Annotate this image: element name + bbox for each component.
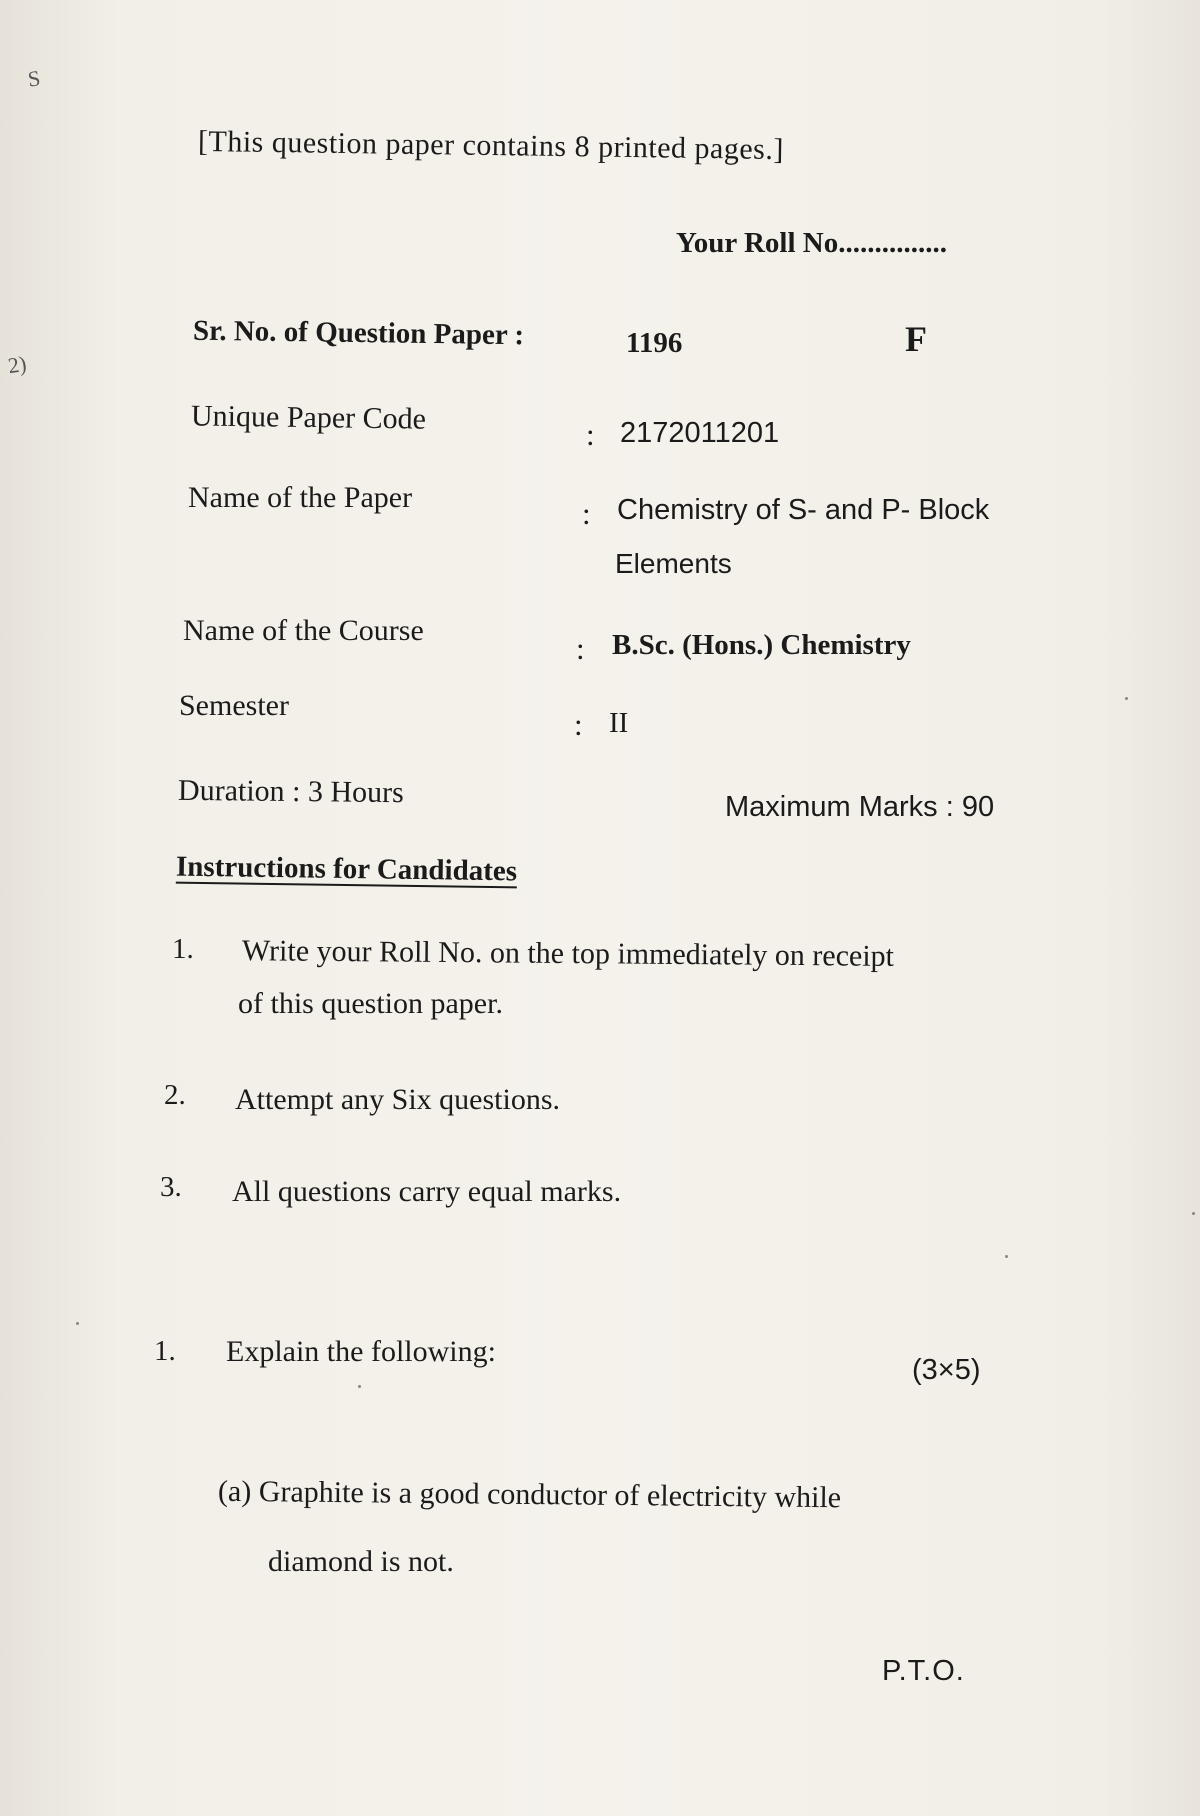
paper-name-value: Chemistry of S- and P- Block	[617, 494, 990, 526]
colon: :	[582, 496, 591, 531]
question-part-a-continued: diamond is not.	[268, 1545, 454, 1578]
course-label: Name of the Course	[183, 614, 424, 647]
question-part-a: (a) Graphite is a good conductor of electricity while	[217, 1474, 842, 1515]
sr-no-label: Sr. No. of Question Paper :	[192, 314, 525, 352]
margin-mark: S	[26, 65, 42, 92]
colon: :	[574, 707, 583, 742]
instruction-number: 1.	[172, 933, 194, 965]
colon: :	[576, 631, 585, 666]
semester-label: Semester	[179, 689, 289, 722]
instruction-item-continued: of this question paper.	[238, 987, 503, 1020]
semester-value: II	[609, 707, 629, 739]
question-text: Explain the following:	[226, 1335, 496, 1368]
colon: :	[586, 417, 595, 452]
instruction-item: All questions carry equal marks.	[232, 1175, 622, 1208]
upc-label: Unique Paper Code	[190, 399, 427, 436]
question-marks: (3×5)	[912, 1354, 981, 1386]
question-number: 1.	[154, 1335, 176, 1367]
instruction-number: 3.	[160, 1171, 182, 1203]
margin-mark: 2)	[6, 350, 28, 379]
maximum-marks: Maximum Marks : 90	[725, 791, 995, 823]
instructions-heading: Instructions for Candidates	[175, 850, 518, 888]
scan-speck	[1005, 1255, 1008, 1258]
scan-speck	[76, 1322, 79, 1325]
scan-speck	[1125, 697, 1128, 700]
page-count-note: [This question paper contains 8 printed pages.]	[197, 124, 785, 167]
scan-speck	[1192, 1212, 1195, 1215]
set-code: F	[905, 319, 927, 359]
roll-number-field: Your Roll No...............	[676, 227, 947, 259]
instruction-item: Write your Roll No. on the top immediately on receipt	[241, 934, 895, 973]
sr-no-value: 1196	[626, 327, 683, 359]
course-value: B.Sc. (Hons.) Chemistry	[612, 629, 911, 661]
upc-value: 2172011201	[620, 417, 780, 449]
page-turn-note: P.T.O.	[882, 1655, 965, 1687]
instruction-item: Attempt any Six questions.	[235, 1083, 560, 1116]
instruction-number: 2.	[164, 1079, 186, 1111]
paper-name-value-continued: Elements	[615, 548, 732, 579]
duration: Duration : 3 Hours	[177, 773, 404, 810]
scan-speck	[358, 1385, 361, 1388]
paper-name-label: Name of the Paper	[188, 481, 413, 514]
